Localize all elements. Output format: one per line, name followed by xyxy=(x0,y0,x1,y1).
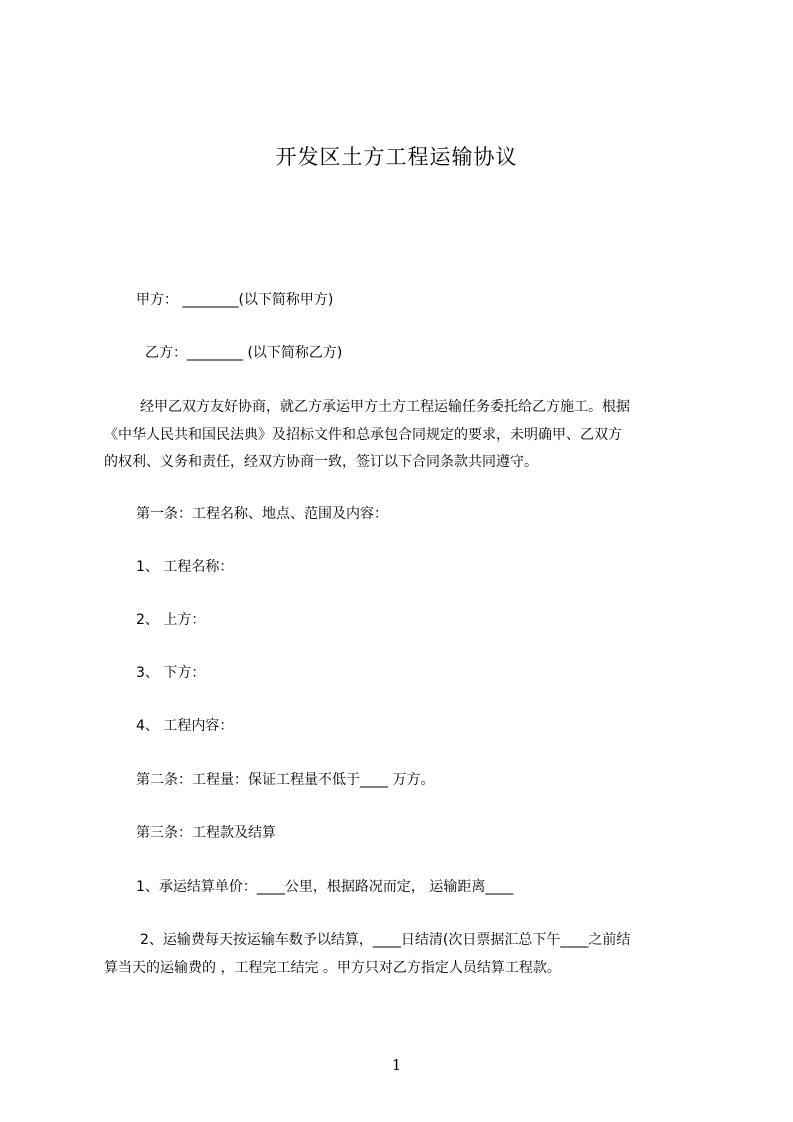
intro-line-3: 的权利、义务和责任，经双方协商一致，签订以下合同条款共同遵守。 xyxy=(104,454,538,470)
article-1-item-4: 4、 工程内容： xyxy=(136,718,234,734)
document-title: 开发区土方工程运输协议 xyxy=(275,145,518,169)
article-1-item-1: 1、 工程名称： xyxy=(136,559,234,575)
party-b-line: 乙方：________ (以下简称乙方) xyxy=(145,345,343,361)
article-3-item-2-line-1: 2、运输费每天按运输车数予以结算，____日结清(次日票据汇总下午____之前结 xyxy=(140,932,631,948)
intro-line-1: 经甲乙双方友好协商，就乙方承运甲方土方工程运输任务委托给乙方施工。根据 xyxy=(140,399,630,415)
party-a-line: 甲方： ________(以下简称甲方) xyxy=(136,292,334,308)
article-1-item-3: 3、 下方： xyxy=(136,665,206,681)
intro-paragraph xyxy=(104,397,694,480)
article-3-item-2-line-2: 算当天的运输费的 ，工程完工结完 。甲方只对乙方指定人员结算工程款。 xyxy=(104,959,561,976)
page-number: 1 xyxy=(391,1056,402,1074)
article-2-line: 第二条：工程量：保证工程量不低于____ 万方。 xyxy=(136,772,435,788)
article-3-heading: 第三条：工程款及结算 xyxy=(136,825,276,841)
article-1-item-2: 2、 上方： xyxy=(136,612,206,628)
article-1-heading: 第一条：工程名称、地点、范围及内容： xyxy=(136,506,388,522)
article-3-item-1: 1、承运结算单价：____公里，根据路况而定， 运输距离____ xyxy=(136,879,514,895)
article-3-item-2 xyxy=(104,930,694,985)
intro-line-2: 《中华人民共和国民法典》及招标文件和总承包合同规定的要求，未明确甲、乙双方 xyxy=(104,426,622,443)
